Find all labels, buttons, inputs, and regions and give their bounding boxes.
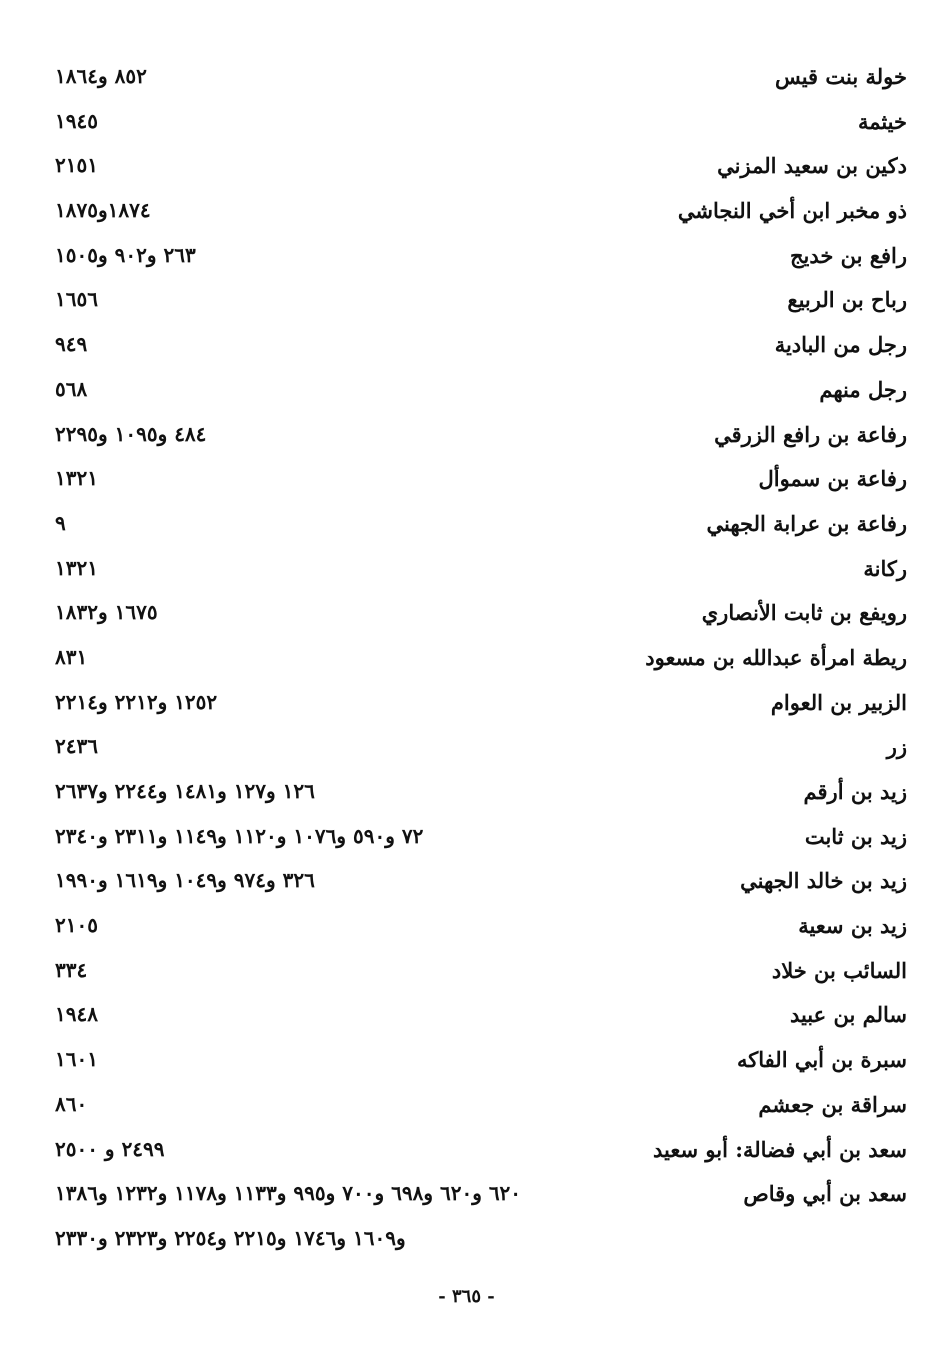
index-entry bbox=[55, 460, 907, 505]
entry-name: رفاعة بن سموأل bbox=[758, 466, 907, 492]
entry-refs: ١٦٧٥ و١٨٣٢ bbox=[55, 600, 158, 625]
index-entry bbox=[55, 862, 907, 907]
index-entry bbox=[55, 639, 907, 684]
index-entry bbox=[55, 1041, 907, 1086]
entry-name: رفاعة بن عرابة الجهني bbox=[706, 510, 907, 536]
index-entry bbox=[55, 907, 907, 952]
index-entry bbox=[55, 326, 907, 371]
index-entry bbox=[55, 505, 907, 550]
entry-refs: ٤٨٤ و١٠٩٥ و٢٢٩٥ bbox=[55, 421, 207, 446]
entry-refs: ٢١٥١ bbox=[55, 153, 98, 178]
entry-refs: ١٢٦ و١٢٧ و١٤٨١ و٢٢٤٤ و٢٦٣٧ bbox=[55, 779, 315, 803]
index-entry bbox=[55, 237, 907, 282]
entry-refs: ٦٢٠ و٦٢٠ و٦٩٨ و٧٠٠ و٩٩٥ و١١٣٣ و١١٧٨ و١٢٣٢ و١٣٨٦ bbox=[55, 1181, 522, 1206]
index-entry bbox=[55, 192, 907, 237]
index-entry bbox=[55, 684, 907, 729]
entry-refs: ٢٤٣٦ bbox=[55, 734, 98, 759]
entry-refs: ٢٤٩٩ و ٢٥٠٠ bbox=[55, 1136, 165, 1161]
entry-name: زر bbox=[886, 734, 907, 760]
entry-name: السائب بن خلاد bbox=[771, 957, 907, 983]
entry-refs: ١٣٢١ bbox=[55, 466, 98, 491]
entry-refs: ١٩٤٨ bbox=[55, 1002, 98, 1027]
index-entry bbox=[55, 1131, 907, 1176]
entry-refs: ٩ bbox=[55, 510, 66, 535]
entry-refs: ٩٤٩ bbox=[55, 332, 88, 357]
entry-name: ركانة bbox=[863, 555, 907, 581]
entry-refs: ١٨٧٤و١٨٧٥ bbox=[55, 198, 151, 223]
index-entry bbox=[55, 58, 907, 103]
entry-refs: ٢١٠٥ bbox=[55, 913, 98, 938]
index-entry bbox=[55, 281, 907, 326]
entry-name: رجل من البادية bbox=[774, 332, 907, 358]
index-entry-continuation bbox=[55, 1220, 907, 1265]
entry-refs: ٨٦٠ bbox=[55, 1091, 88, 1116]
entry-name: الزبير بن العوام bbox=[770, 689, 907, 715]
entry-name: زيد بن أرقم bbox=[803, 779, 907, 804]
index-entry bbox=[55, 818, 907, 863]
entry-name: رجل منهم bbox=[819, 376, 907, 402]
entry-name: زيد بن سعية bbox=[798, 913, 907, 939]
entry-name: رفاعة بن رافع الزرقي bbox=[714, 421, 907, 447]
entry-name: ذو مخبر ابن أخي النجاشي bbox=[677, 198, 907, 224]
entry-name: سبرة بن أبي الفاكه bbox=[737, 1047, 907, 1073]
entry-refs: ٣٢٦ و٩٧٤ و١٠٤٩ و١٦١٩ و١٩٩٠ bbox=[55, 868, 315, 893]
entry-refs: ٢٦٣ و٩٠٢ و١٥٠٥ bbox=[55, 242, 196, 267]
index-entry bbox=[55, 1086, 907, 1131]
entry-refs: ١٦٥٦ bbox=[55, 287, 98, 312]
index-entry bbox=[55, 773, 907, 818]
entry-name: سراقة بن جعشم bbox=[758, 1091, 907, 1117]
entry-name: خولة بنت قيس bbox=[774, 64, 907, 89]
index-entry bbox=[55, 952, 907, 997]
entry-name: سعد بن أبي وقاص bbox=[743, 1181, 907, 1207]
index-entry bbox=[55, 550, 907, 595]
entry-refs: ٣٣٤ bbox=[55, 957, 88, 982]
index-list bbox=[55, 58, 907, 1265]
entry-name: دكين بن سعيد المزني bbox=[717, 153, 907, 179]
entry-refs: ١٢٥٢ و٢٢١٢ و٢٢١٤ bbox=[55, 689, 218, 714]
index-entry bbox=[55, 594, 907, 639]
entry-refs: ٨٣١ bbox=[55, 644, 88, 669]
entry-refs: و١٦٠٩ و١٧٤٦ و٢٢١٥ و٢٢٥٤ و٢٣٢٣ و٢٣٣٠ bbox=[55, 1225, 406, 1250]
index-entry bbox=[55, 147, 907, 192]
index-entry bbox=[55, 103, 907, 148]
entry-name: خيثمة bbox=[857, 108, 907, 134]
entry-name: زيد بن ثابت bbox=[804, 823, 907, 849]
entry-name: رباح بن الربيع bbox=[787, 287, 907, 313]
index-entry bbox=[55, 996, 907, 1041]
entry-refs: ٧٢ و٥٩٠ و١٠٧٦ و١١٢٠ و١١٤٩ و٢٣١١ و٢٣٤٠ bbox=[55, 823, 424, 848]
index-entry bbox=[55, 1175, 907, 1220]
entry-name: سعد بن أبي فضالة: أبو سعيد bbox=[653, 1136, 907, 1162]
entry-refs: ٨٥٢ و١٨٦٤ bbox=[55, 64, 147, 88]
entry-refs: ١٣٢١ bbox=[55, 555, 98, 580]
entry-name: زيد بن خالد الجهني bbox=[740, 868, 907, 894]
index-entry bbox=[55, 728, 907, 773]
entry-name: رويفع بن ثابت الأنصاري bbox=[701, 600, 907, 626]
entry-refs: ١٩٤٥ bbox=[55, 108, 98, 133]
entry-name: سالم بن عبيد bbox=[789, 1002, 907, 1028]
entry-refs: ٥٦٨ bbox=[55, 376, 88, 401]
entry-name: رافع بن خديج bbox=[789, 242, 907, 268]
page-number: - ٣٦٥ - bbox=[438, 1286, 495, 1307]
entry-refs: ١٦٠١ bbox=[55, 1047, 98, 1072]
entry-name: ريطة امرأة عبدالله بن مسعود bbox=[645, 644, 907, 670]
index-entry bbox=[55, 371, 907, 416]
index-entry bbox=[55, 416, 907, 461]
